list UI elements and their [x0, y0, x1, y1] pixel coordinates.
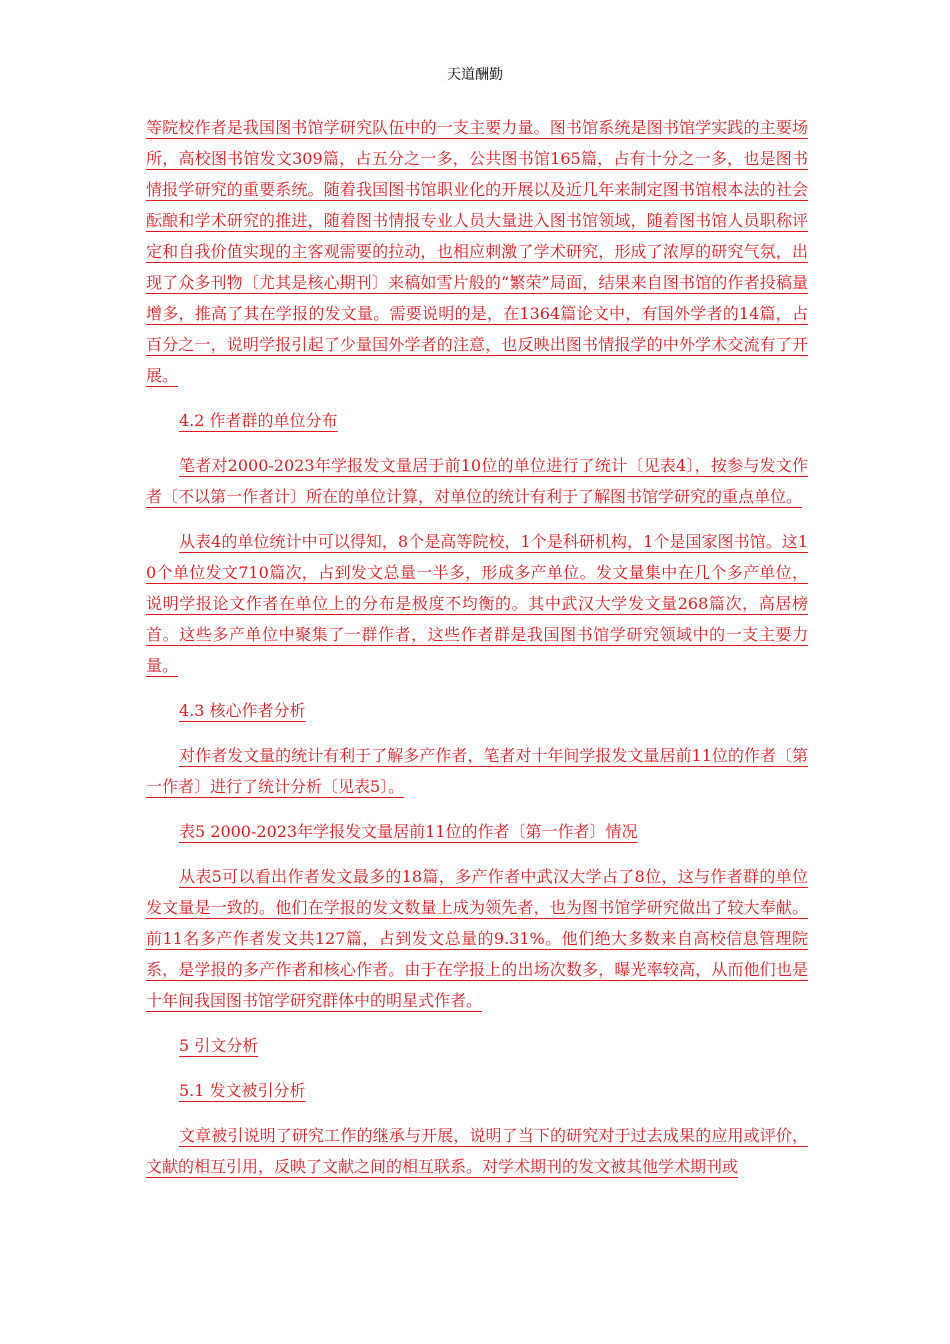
- paragraph-university-authors: 等院校作者是我国图书馆学研究队伍中的一支主要力量。图书馆系统是图书馆学实践的主要场所，高校图书馆发文309篇，占五分之一多，公共图书馆165篇，占有十分之一多，也是图书情报学研究的重要系统。随着我国图书馆职业化的开展以及近几年来制定图书馆根本法的社会酝酿和学术研究的推进，随着图书情报专业人员大量进入图书馆领域，随着图书馆人员职称评定和自我价值实现的主客观需要的拉动，也相应刺激了学术研究，形成了浓厚的研究气氛，出现了众多刊物〔尤其是核心期刊〕来稿如雪片般的“繁荣”局面，结果来自图书馆的作者投稿量增多，推高了其在学报的发文量。需要说明的是，在1364篇论文中，有国外学者的14篇，占百分之一，说明学报引起了少量国外学者的注意，也反映出图书情报学的中外学术交流有了开展。: [146, 118, 808, 385]
- table-5-caption: 表5 2000-2023年学报发文量居前11位的作者〔第一作者〕情况: [179, 822, 638, 841]
- paragraph-citation-analysis: 文章被引说明了研究工作的继承与开展，说明了当下的研究对于过去成果的应用或评价，文献的相互引用，反映了文献之间的相互联系。对学术期刊的发文被其他学术期刊或: [146, 1126, 808, 1176]
- page-header: 天道酬勤: [447, 67, 503, 83]
- paragraph-table4-analysis: 从表4的单位统计中可以得知，8个是高等院校，1个是科研机构，1个是国家图书馆。这10个单位发文710篇次，占到发文总量一半多，形成多产单位。发文量集中在几个多产单位，说明学报论文作者在单位上的分布是极度不均衡的。其中武汉大学发文量268篇次，高居榜首。这些多产单位中聚集了一群作者，这些作者群是我国图书馆学研究领域中的一支主要力量。: [146, 532, 808, 675]
- paragraph-table5-analysis: 从表5可以看出作者发文最多的18篇，多产作者中武汉大学占了8位，这与作者群的单位发文量是一致的。他们在学报的发文数量上成为领先者，也为图书馆学研究做出了较大奉献。前11名多产作者发文共127篇，占到发文总量的9.31%。他们绝大多数来自高校信息管理院系，是学报的多产作者和核心作者。由于在学报上的出场次数多，曝光率较高，从而他们也是十年间我国图书馆学研究群体中的明星式作者。: [146, 867, 808, 1010]
- document-body: [146, 112, 808, 1182]
- section-heading-5: 5 引文分析: [179, 1036, 259, 1055]
- paragraph-unit-statistics: 笔者对2000-2023年学报发文量居于前10位的单位进行了统计〔见表4〕，按参与发文作者〔不以第一作者计〕所在的单位计算，对单位的统计有利于了解图书馆学研究的重点单位。: [146, 456, 808, 506]
- section-heading-4-3: 4.3 核心作者分析: [179, 701, 306, 720]
- section-heading-4-2: 4.2 作者群的单位分布: [179, 411, 338, 430]
- section-heading-5-1: 5.1 发文被引分析: [179, 1081, 306, 1100]
- paragraph-core-authors: 对作者发文量的统计有利于了解多产作者，笔者对十年间学报发文量居前11位的作者〔第一作者〕进行了统计分析〔见表5〕。: [146, 746, 808, 796]
